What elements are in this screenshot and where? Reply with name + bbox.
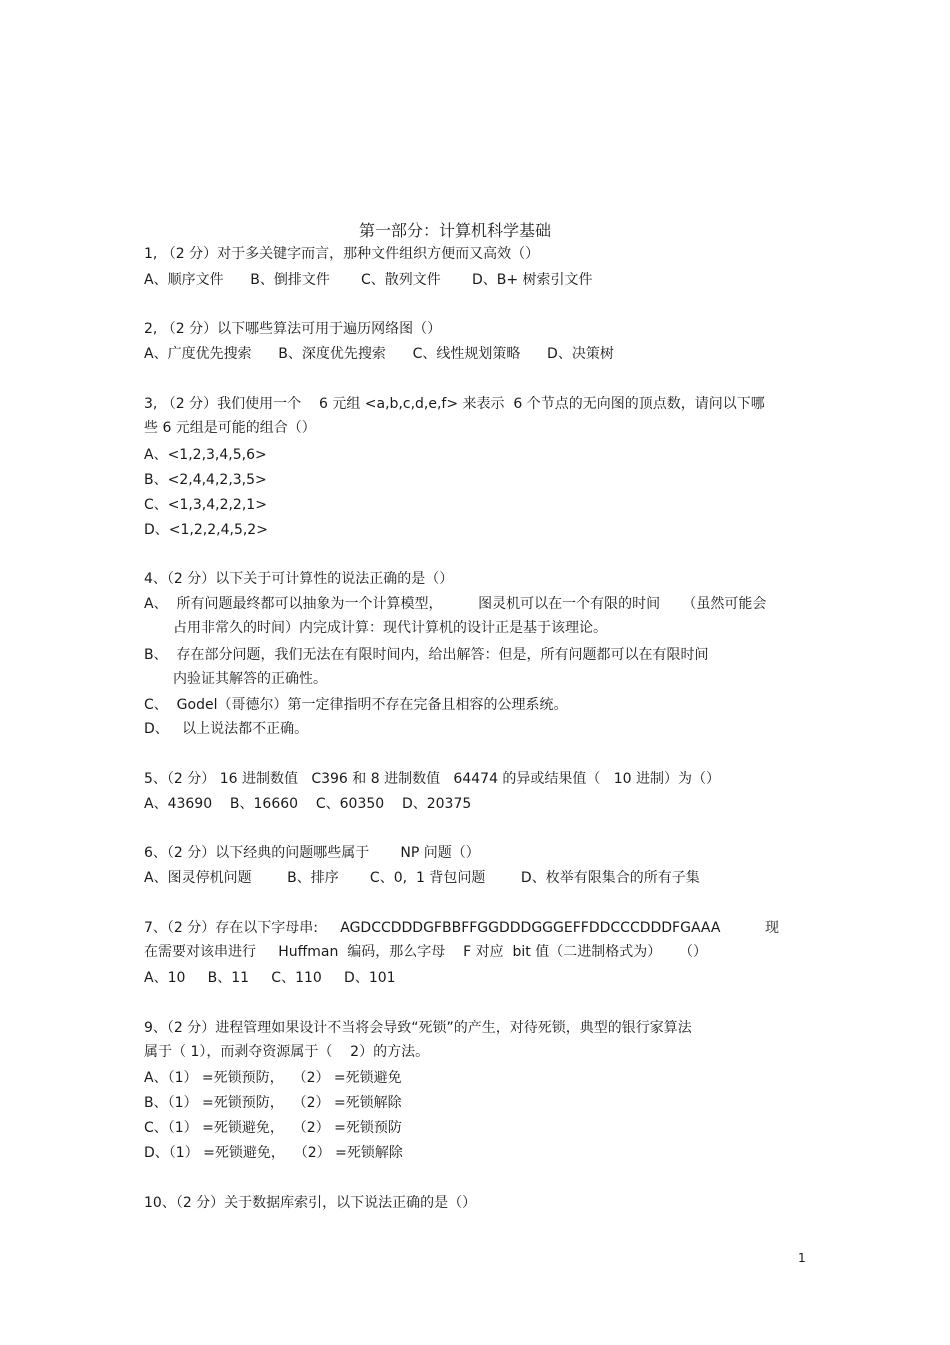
question-4-option-b: B、 存在部分问题，我们无法在有限时间内，给出解答：但是，所有问题都可以在有限时间 <box>144 647 709 663</box>
question-1-options: A、顺序文件 B、倒排文件 C、散列文件 D、B+ 树索引文件 <box>144 272 593 288</box>
question-1: 1, （2 分）对于多关键字而言，那种文件组织方便而又高效（） <box>144 246 540 262</box>
question-9-line-1: 9、（2 分）进程管理如果设计不当将会导致“死锁”的产生，对待死锁，典型的银行家算法 <box>144 1020 692 1036</box>
question-3-line-2: 些 6 元组是可能的组合（） <box>144 420 316 436</box>
question-3-option-d: D、<1,2,2,4,5,2> <box>144 522 268 538</box>
page-number: 1 <box>798 1251 806 1265</box>
question-9-option-d: D、（1） =死锁避免， （2） =死锁解除 <box>144 1145 403 1161</box>
question-2: 2, （2 分）以下哪些算法可用于遍历网络图（） <box>144 321 442 337</box>
question-6-options: A、图灵停机问题 B、排序 C、0, 1 背包问题 D、枚举有限集合的所有子集 <box>144 870 700 886</box>
section-title: 第一部分：计算机科学基础 <box>358 221 551 240</box>
question-3-line-1: 3, （2 分）我们使用一个 6 元组 <a,b,c,d,e,f> 来表示 6 个节点的无向图的顶点数，请问以下哪 <box>144 396 765 412</box>
question-4-option-a-cont: 占用非常久的时间）内完成计算：现代计算机的设计正是基于该理论。 <box>173 620 607 636</box>
question-4: 4、（2 分）以下关于可计算性的说法正确的是（） <box>144 571 454 587</box>
question-5-options: A、43690 B、16660 C、60350 D、20375 <box>144 796 472 812</box>
question-5: 5、（2 分） 16 进制数值 C396 和 8 进制数值 64474 的异或结果值（ 10 进制）为（） <box>144 771 721 787</box>
question-7-options: A、10 B、11 C、110 D、101 <box>144 970 396 986</box>
question-3-option-c: C、<1,3,4,2,2,1> <box>144 497 267 513</box>
question-4-option-b-cont: 内验证其解答的正确性。 <box>173 671 327 687</box>
question-3-option-b: B、<2,4,4,2,3,5> <box>144 472 267 488</box>
question-7-line-1: 7、（2 分）存在以下字母串: AGDCCDDDGFBBFFGGDDDGGGEFFDDCCCDDDFGAAA 现 <box>144 920 779 936</box>
question-6: 6、（2 分）以下经典的问题哪些属于 NP 问题（） <box>144 845 480 861</box>
question-9-line-2: 属于（ 1），而剥夺资源属于（ 2）的方法。 <box>144 1044 430 1060</box>
question-9-option-a: A、（1） =死锁预防， （2） =死锁避免 <box>144 1070 402 1086</box>
question-9-option-c: C、（1） =死锁避免， （2） =死锁预防 <box>144 1120 402 1136</box>
question-7-line-2: 在需要对该串进行 Huffman 编码，那么字母 F 对应 bit 值（二进制格式为） （） <box>144 944 708 960</box>
question-3-option-a: A、<1,2,3,4,5,6> <box>144 447 267 463</box>
question-9-option-b: B、（1） =死锁预防， （2） =死锁解除 <box>144 1095 402 1111</box>
question-2-options: A、广度优先搜索 B、深度优先搜索 C、线性规划策略 D、决策树 <box>144 346 614 362</box>
question-4-option-d: D、 以上说法都不正确。 <box>144 721 309 737</box>
question-10: 10、（2 分）关于数据库索引，以下说法正确的是（） <box>144 1195 477 1211</box>
question-4-option-c: C、 Godel（哥德尔）第一定律指明不存在完备且相容的公理系统。 <box>144 697 568 713</box>
question-4-option-a: A、 所有问题最终都可以抽象为一个计算模型， 图灵机可以在一个有限的时间 （虽然可能会 <box>144 596 767 612</box>
